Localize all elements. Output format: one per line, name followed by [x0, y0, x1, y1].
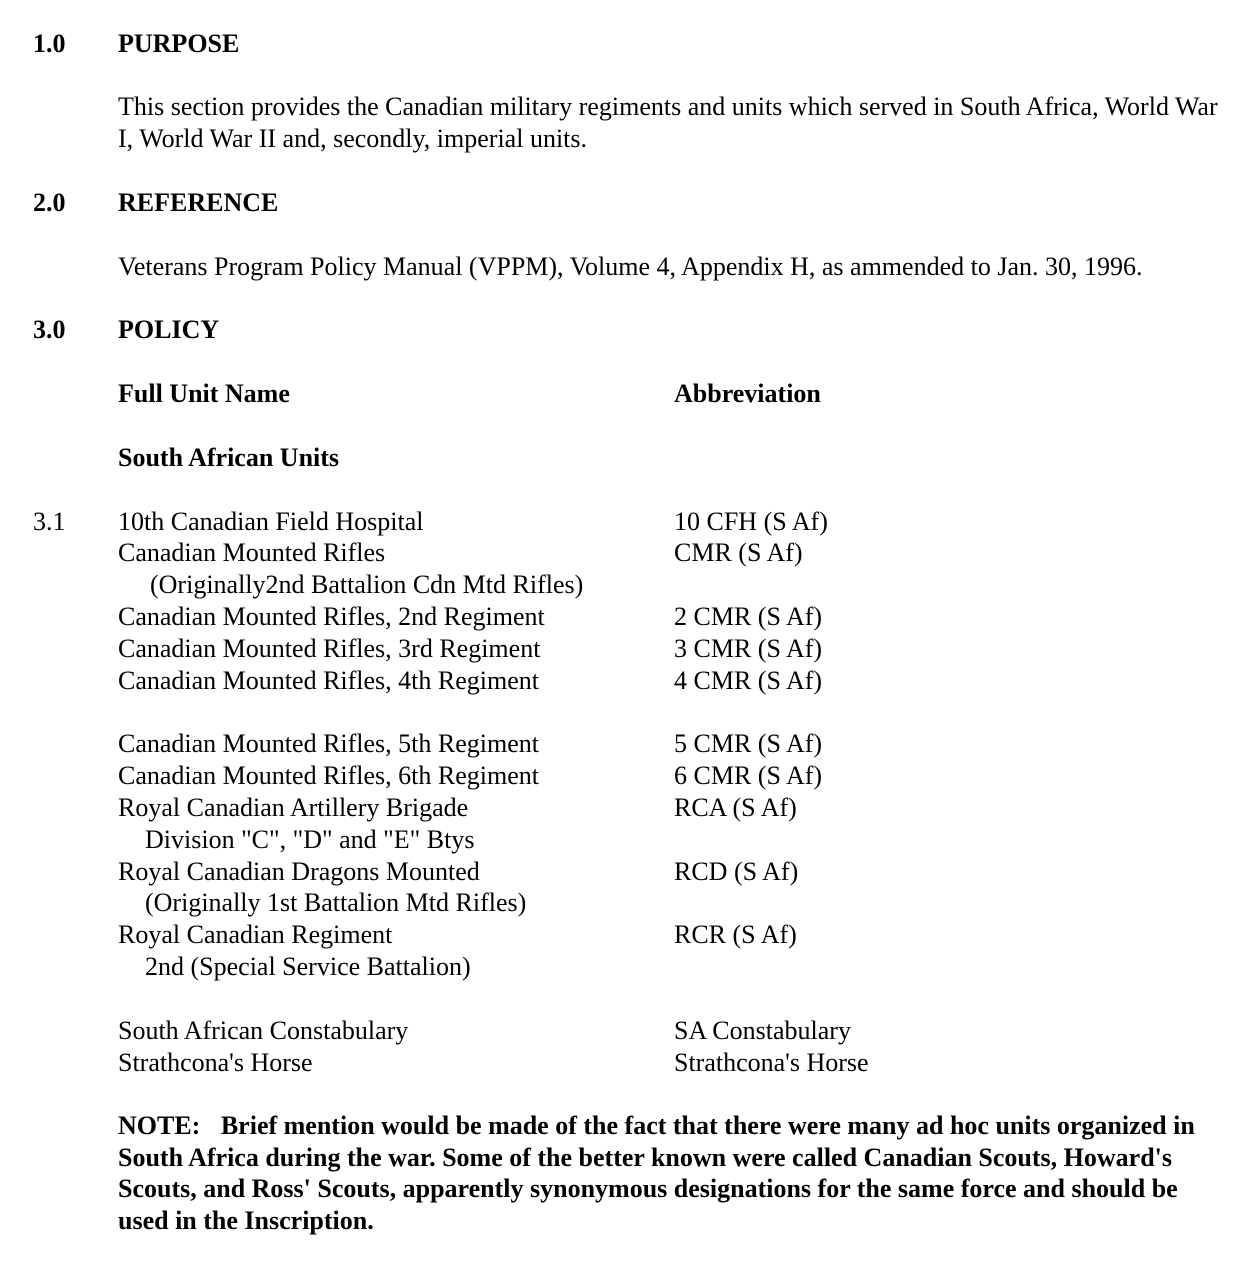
purpose-paragraph: This section provides the Canadian military regiments and units which served in South Africa, World War I, World War II and, secondly, imperial units. [118, 92, 1218, 153]
unit-name: Canadian Mounted Rifles, 4th Regiment [118, 666, 539, 695]
unit-abbreviation: 6 CMR (S Af) [674, 761, 823, 790]
unit-name: Canadian Mounted Rifles, 2nd Regiment [118, 602, 545, 631]
unit-name: Canadian Mounted Rifles, 3rd Regiment [118, 634, 541, 663]
unit-abbreviation: 2 CMR (S Af) [674, 602, 823, 631]
unit-abbreviation: RCA (S Af) [674, 793, 797, 822]
unit-abbreviation: RCR (S Af) [674, 920, 797, 949]
note-label: NOTE: [118, 1111, 201, 1140]
unit-name: Royal Canadian Artillery Brigade [118, 793, 469, 822]
unit-abbreviation: Strathcona's Horse [674, 1048, 869, 1077]
unit-abbreviation: 5 CMR (S Af) [674, 729, 823, 758]
section-title-reference: REFERENCE [118, 188, 279, 217]
reference-paragraph: Veterans Program Policy Manual (VPPM), Volume 4, Appendix H, as ammended to Jan. 30, 1996. [118, 252, 1143, 281]
unit-name-continuation: 2nd (Special Service Battalion) [145, 952, 471, 981]
unit-name: Canadian Mounted Rifles, 6th Regiment [118, 761, 539, 790]
unit-name-continuation: (Originally2nd Battalion Cdn Mtd Rifles) [150, 570, 584, 599]
note-text: Brief mention would be made of the fact that there were many ad hoc units organized in South Africa during the war. Some of the better known were called Canadian Scouts, Howard's Scouts, and Ross' Scouts, apparently synonymous designations for the same force and should be used in the Inscription. [118, 1111, 1195, 1235]
section-number-purpose: 1.0 [33, 29, 66, 58]
unit-name: Strathcona's Horse [118, 1048, 313, 1077]
unit-name-continuation: Division "C", "D" and "E" Btys [145, 825, 475, 854]
section-title-purpose: PURPOSE [118, 29, 240, 58]
unit-name: Royal Canadian Dragons Mounted [118, 857, 480, 886]
section-number-policy: 3.0 [33, 315, 66, 344]
subsection-number: 3.1 [33, 507, 66, 536]
unit-abbreviation: RCD (S Af) [674, 857, 799, 886]
unit-name: Canadian Mounted Rifles, 5th Regiment [118, 729, 539, 758]
column-header-abbreviation: Abbreviation [674, 379, 821, 408]
unit-abbreviation: SA Constabulary [674, 1016, 851, 1045]
unit-abbreviation: 10 CFH (S Af) [674, 507, 828, 536]
unit-name: South African Constabulary [118, 1016, 409, 1045]
unit-name: Canadian Mounted Rifles [118, 538, 386, 567]
section-title-policy: POLICY [118, 315, 220, 344]
unit-name: 10th Canadian Field Hospital [118, 507, 424, 536]
unit-name-continuation: (Originally 1st Battalion Mtd Rifles) [145, 888, 527, 917]
column-header-full-unit-name: Full Unit Name [118, 379, 290, 408]
unit-abbreviation: 4 CMR (S Af) [674, 666, 823, 695]
unit-abbreviation: 3 CMR (S Af) [674, 634, 823, 663]
unit-abbreviation: CMR (S Af) [674, 538, 803, 567]
group-title-south-african-units: South African Units [118, 443, 340, 472]
section-number-reference: 2.0 [33, 188, 66, 217]
note-paragraph [118, 1110, 1233, 1236]
unit-name: Royal Canadian Regiment [118, 920, 393, 949]
